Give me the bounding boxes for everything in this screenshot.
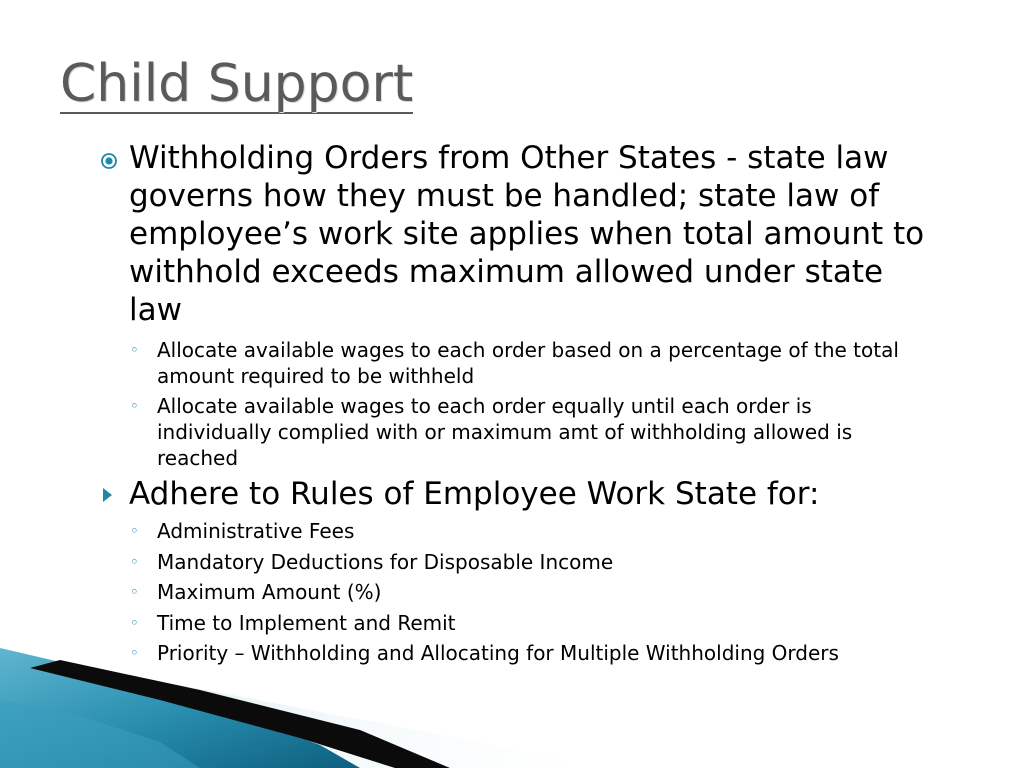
sub-bullet-marker: ◦ [130, 614, 139, 632]
sub-bullet-text: Priority – Withholding and Allocating for Multiple Withholding Orders [157, 641, 839, 665]
sub-bullet-marker: ◦ [130, 644, 139, 662]
sub-bullet-text: Time to Implement and Remit [157, 611, 456, 635]
slide-title: Child Support [60, 54, 414, 114]
sub-bullet-text: Allocate available wages to each order based on a percentage of the total amount required to be withheld [157, 338, 899, 388]
sub-bullet-text: Administrative Fees [157, 519, 355, 543]
sub-bullet-text: Maximum Amount (%) [157, 580, 382, 604]
sub-bullet-text: Allocate available wages to each order equally until each order is individually complied with or maximum amt of withholding allowed is reached [157, 394, 853, 470]
sub-bullet-marker: ◦ [130, 522, 139, 540]
sub-bullet-marker: ◦ [130, 583, 139, 601]
sub-bullet-marker: ◦ [130, 341, 139, 359]
bullet-text: Adhere to Rules of Employee Work State for: [129, 476, 820, 512]
sub-bullet-marker: ◦ [130, 553, 139, 571]
sub-bullet-text: Mandatory Deductions for Disposable Income [157, 550, 614, 574]
sub-bullet-marker: ◦ [130, 397, 139, 415]
bullet-text: Withholding Orders from Other States - state law governs how they must be handled; state law of employee’s work site applies when total amount to withhold exceeds maximum allowed under state law [129, 140, 925, 328]
